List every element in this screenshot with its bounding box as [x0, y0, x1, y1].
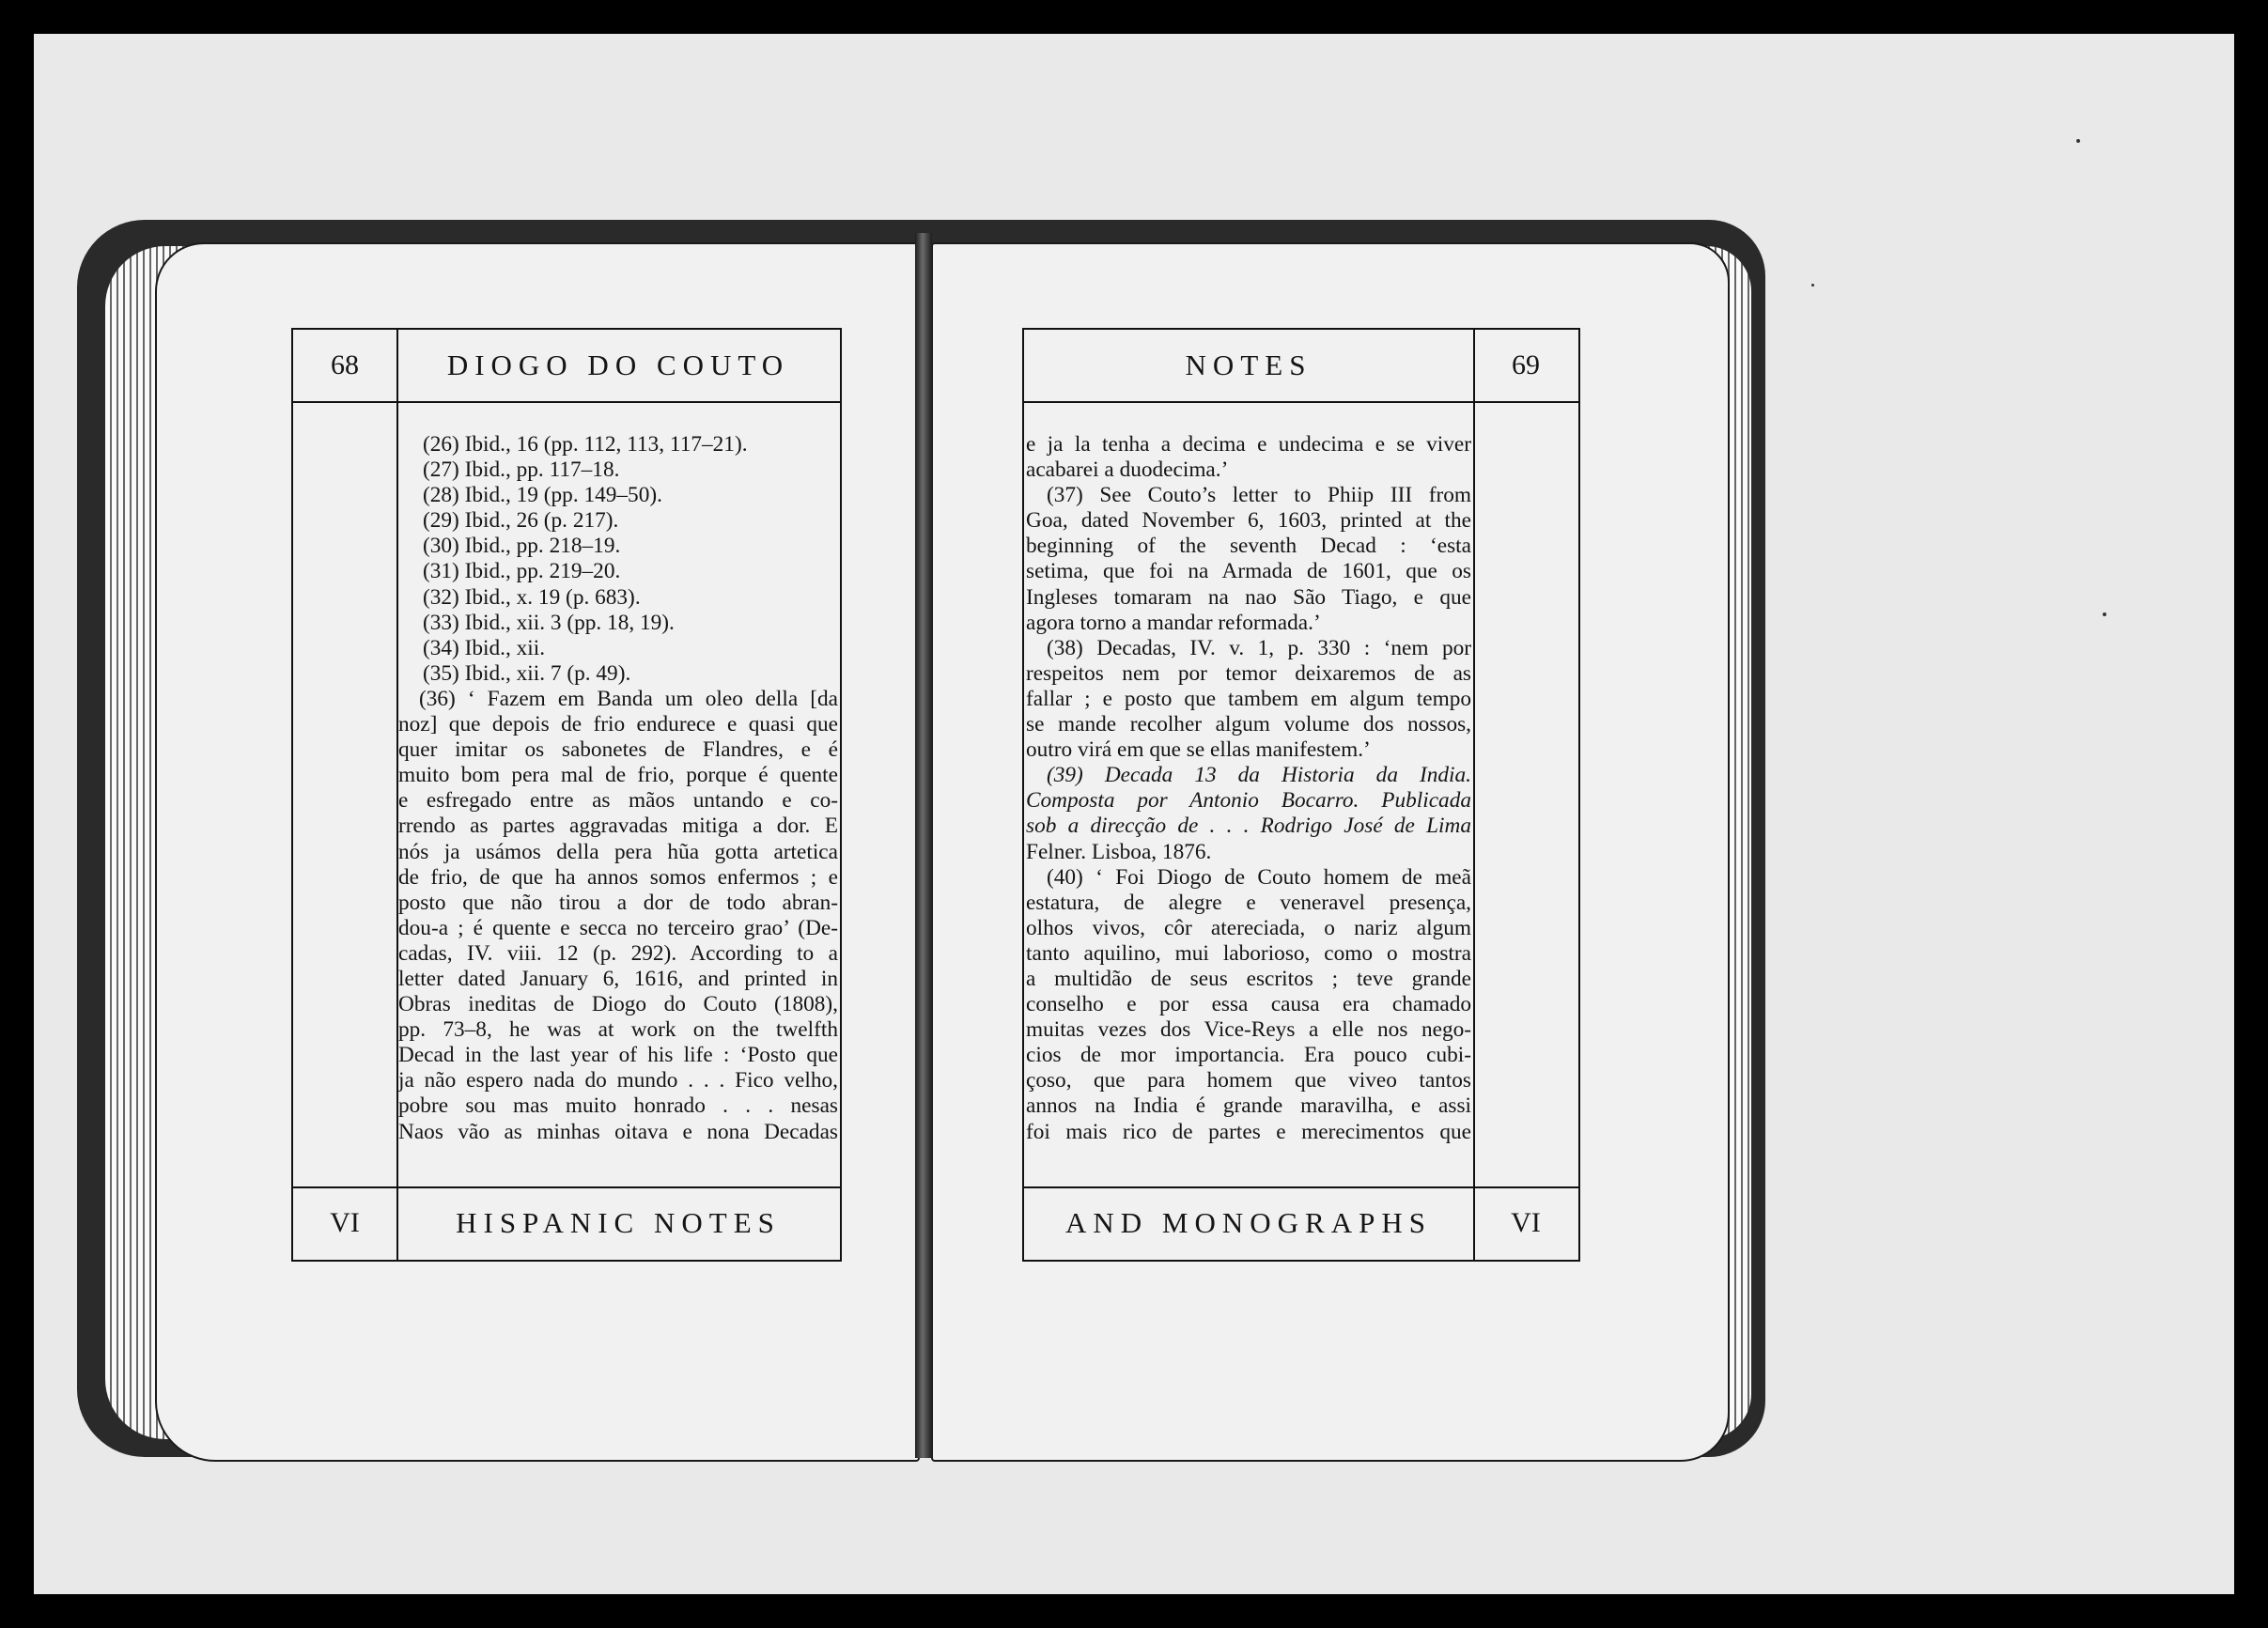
text-line: annos na India é grande maravilha, e assi — [1026, 1093, 1471, 1119]
text-line: quer imitar os sabonetes de Flandres, e é — [398, 737, 838, 763]
text-line: çoso, que para homem que viveo tantos — [1026, 1068, 1471, 1093]
text-line: agora torno a mandar reformada.’ — [1026, 610, 1321, 635]
text-line: conselho e por essa causa era chamado — [1026, 992, 1471, 1017]
note-line: (31) Ibid., pp. 219–20. — [423, 559, 621, 584]
running-head: NOTES — [1185, 349, 1313, 381]
note-line: (26) Ibid., 16 (pp. 112, 113, 117–21). — [423, 432, 748, 457]
text-line: olhos vivos, côr atereciada, o nariz algum — [1026, 915, 1471, 940]
note-line: (30) Ibid., pp. 218–19. — [423, 534, 621, 559]
right-page-frame — [1022, 328, 1580, 1262]
text-line: pobre sou mas muito honrado . . . nesas — [398, 1093, 838, 1119]
text-line: Naos vão as minhas oitava e nona Decadas — [398, 1119, 838, 1144]
text-line: Decad in the last year of his life : ‘Posto que — [398, 1043, 838, 1068]
text-line: (39) Decada 13 da Historia da India. — [1047, 763, 1471, 788]
right-margin-rule — [1473, 330, 1475, 1260]
note-line: (27) Ibid., pp. 117–18. — [423, 457, 620, 483]
text-line: de frio, de que ha annos somos enfermos ; e — [398, 864, 838, 890]
text-line: rrendo as partes aggravadas mitiga a dor. E — [398, 814, 838, 839]
text-line: e esfregado entre as mãos untando e co- — [398, 788, 838, 814]
text-line: Ingleses tomaram na nao São Tiago, e que — [1026, 584, 1471, 610]
text-line: Composta por Antonio Bocarro. Publicada — [1026, 788, 1471, 814]
text-line: Obras ineditas de Diogo do Couto (1808), — [398, 992, 838, 1017]
note-line: (35) Ibid., xii. 7 (p. 49). — [423, 660, 631, 686]
note-line: (29) Ibid., 26 (p. 217). — [423, 508, 619, 534]
left-header-rule-number — [293, 401, 396, 403]
text-line: (38) Decadas, IV. v. 1, p. 330 : ‘nem por — [1047, 635, 1471, 660]
text-line: ja não espero nada do mundo . . . Fico velho, — [398, 1068, 838, 1093]
text-line: se mande recolher algum volume dos nossos, — [1026, 712, 1471, 737]
text-line: fallar ; e posto que tambem em algum tempo — [1026, 686, 1471, 711]
text-line: e ja la tenha a decima e undecima e se viver — [1026, 432, 1471, 457]
left-page-frame — [291, 328, 842, 1262]
text-line: Felner. Lisboa, 1876. — [1026, 839, 1212, 864]
text-line: tanto aquilino, mui laborioso, como o mostra — [1026, 940, 1471, 966]
left-header-rule — [396, 401, 840, 403]
page-number: 68 — [331, 349, 359, 380]
text-line: muitas vezes dos Vice-Reys a elle nos nego- — [1026, 1017, 1471, 1043]
text-line: beginning of the seventh Decad : ‘esta — [1026, 534, 1471, 559]
page-number: 69 — [1512, 349, 1540, 380]
left-page-body — [398, 432, 838, 1145]
dust-speck — [2103, 612, 2106, 616]
text-line: nós ja usámos della pera hũa gotta artetica — [398, 839, 838, 864]
text-line: setima, que foi na Armada de 1601, que os — [1026, 559, 1471, 584]
book-gutter — [915, 233, 932, 1458]
note-line: (34) Ibid., xii. — [423, 635, 546, 660]
dust-speck — [1811, 284, 1814, 287]
text-line: (36) ‘ Fazem em Banda um oleo della [da — [419, 686, 838, 711]
text-line: pp. 73–8, he was at work on the twelfth — [398, 1017, 838, 1043]
running-head: DIOGO DO COUTO — [446, 349, 790, 381]
text-line: (37) See Couto’s letter to Phiip III from — [1047, 483, 1471, 508]
text-line: respeitos nem por temor deixaremos de as — [1026, 660, 1471, 686]
right-header-rule-number — [1473, 401, 1578, 403]
text-line: Goa, dated November 6, 1603, printed at the — [1026, 508, 1471, 534]
dust-speck — [2076, 139, 2080, 143]
text-line: estatura, de alegre e veneravel presença, — [1026, 890, 1471, 915]
note-line: (32) Ibid., x. 19 (p. 683). — [423, 584, 641, 610]
right-page-body — [1026, 432, 1471, 1145]
text-line: dou-a ; é quente e secca no terceiro grao’ (De- — [398, 915, 838, 940]
series-title: HISPANIC NOTES — [456, 1206, 781, 1239]
text-line: foi mais rico de partes e merecimentos que — [1026, 1119, 1471, 1144]
text-line: sob a direcção de . . . Rodrigo José de Lima — [1026, 814, 1471, 839]
text-line: (40) ‘ Foi Diogo de Couto homem de meã — [1047, 864, 1471, 890]
text-line: outro virá em que se ellas manifestem.’ — [1026, 737, 1371, 763]
text-line: acabarei a duodecima.’ — [1026, 457, 1229, 483]
text-line: a multidão de seus escritos ; teve grande — [1026, 966, 1471, 991]
text-line: posto que não tirou a dor de todo abran- — [398, 890, 838, 915]
text-line: cadas, IV. viii. 12 (p. 292). According to a — [398, 940, 838, 966]
series-title: AND MONOGRAPHS — [1065, 1206, 1432, 1239]
volume-number: VI — [1511, 1207, 1541, 1238]
text-line: noz] que depois de frio endurece e quasi que — [398, 712, 838, 737]
note-line: (28) Ibid., 19 (pp. 149–50). — [423, 483, 662, 508]
note-line: (33) Ibid., xii. 3 (pp. 18, 19). — [423, 610, 675, 635]
text-line: cios de mor importancia. Era pouco cubi- — [1026, 1043, 1471, 1068]
text-line: letter dated January 6, 1616, and printed in — [398, 966, 838, 991]
volume-number: VI — [330, 1207, 360, 1238]
right-header-rule — [1024, 401, 1473, 403]
text-line: muito bom pera mal de frio, porque é quente — [398, 763, 838, 788]
